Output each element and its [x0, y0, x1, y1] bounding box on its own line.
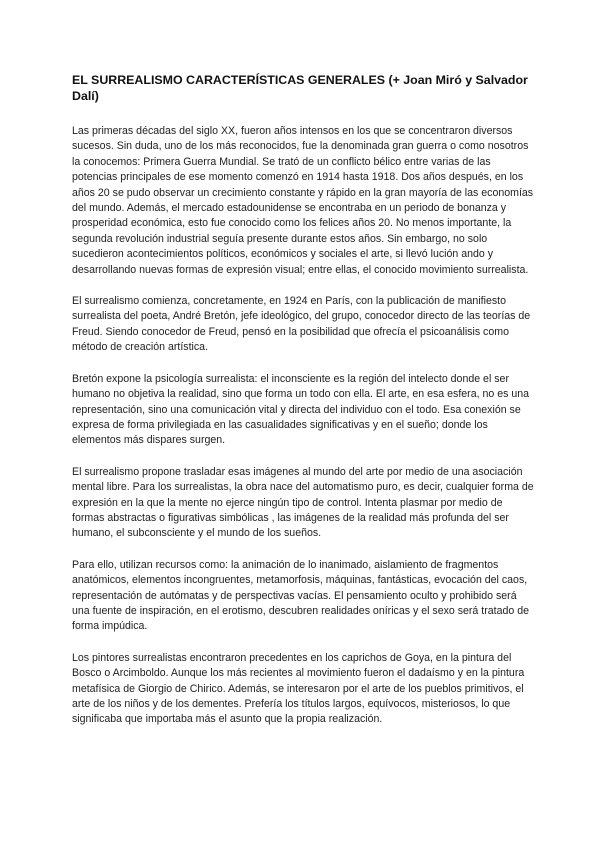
document-title: EL SURREALISMO CARACTERÍSTICAS GENERALES (+ Joan Miró y Salvador Dalí): [72, 73, 528, 103]
paragraph-6: Los pintores surrealistas encontraron precedentes en los caprichos de Goya, en la pintura del Bosco o Arcimboldo. Aunque los más recientes al movimiento fueron el dadaísmo y en la pintura metafísica de Giorgio de Chirico. Además, se interesaron por el arte de los pueblos primitivos, el arte de los niños y de los dementes. Prefería los títulos largos, equívocos, misteriosos, lo que significaba que importaba más el asunto que la propia realización.: [72, 651, 525, 726]
paragraph-2: El surrealismo comienza, concretamente, en 1924 en París, con la publicación de manifiesto surrealista del poeta, André Bretón, jefe ideológico, del grupo, conocedor directo de las teorías de Freud. Siendo conocedor de Freud, pensó en la posibilidad que ofrecía el psicoanálisis como método de creación artística.: [72, 295, 531, 354]
paragraph-3: Bretón expone la psicología surrealista: el inconsciente es la región del intelecto donde el ser humano no objetiva la realidad, sino que forma un todo con ella. El arte, en esa esfera, no es una representación, sino una comunicación vital y directa del individuo con el todo. Esa conexión se expresa de forma privilegiada en las casualidades significativas y en el sueño; donde los elementos más dispares surgen.: [72, 372, 530, 447]
paragraph-1: Las primeras décadas del siglo XX, fueron años intensos en los que se concentraron diversos sucesos. Sin duda, uno de los más reconocidos, fue la denominada gran guerra o como nosotros la conocemos: Primera Guerra Mundial. Se trató de un conflicto bélico entre varias de las potencias principales de ese momento comenzó en 1914 hasta 1918. Dos años después, en los años 20 se pudo observar un crecimiento constante y rápido en la gran mayoría de las economías del mundo. Además, el mercado estadounidense se encontraba en un periodo de bonanza y prosperidad económica, esto fue conocido como los felices años 20. No menos importante, la segunda revolución industrial seguía presente durante estos años. Sin embargo, no solo sucedieron acontecimientos políticos, económicos y sociales el arte, si llevó lución ando y desarrollando nuevas formas de expresión visual; entre ellas, el conocido movimiento surrealista.: [72, 125, 534, 276]
paragraph-4: El surrealismo propone trasladar esas imágenes al mundo del arte por medio de una asociación mental libre. Para los surrealistas, la obra nace del automatismo puro, es decir, cualquier forma de expresión en la que la mente no ejerce ningún tipo de control. Intenta plasmar por medio de formas abstractas o figurativas simbólicas , las imágenes de la realidad más profunda del ser humano, el subconsciente y el mundo de los sueños.: [72, 465, 534, 540]
paragraph-5: Para ello, utilizan recursos como: la animación de lo inanimado, aislamiento de fragmentos anatómicos, elementos incongruentes, metamorfosis, máquinas, fantásticas, evocación del caos, representación de autómatas y de perspectivas vacías. El pensamiento oculto y prohibido será una fuente de inspiración, en el erotismo, descubren realidades oníricas y el sexo será tratado de forma impúdica.: [72, 558, 529, 633]
